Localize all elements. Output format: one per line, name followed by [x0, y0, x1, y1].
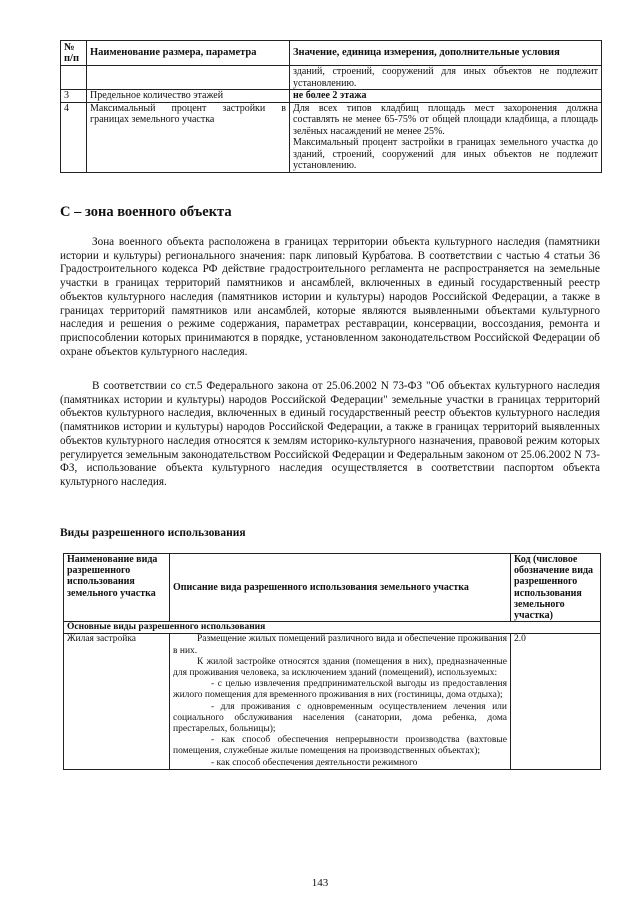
section-title: С – зона военного объекта	[60, 204, 232, 220]
row-value	[290, 102, 602, 172]
column-header-description: Описание вида разрешенного использования земельного участка	[170, 554, 511, 622]
column-header-use-name: Наименование вида разрешенного использования земельного участка	[64, 554, 170, 622]
column-header-code: Код (числовое обозначение вида разрешенного использования земельного участка)	[511, 554, 601, 622]
row-number	[61, 66, 87, 90]
column-header-value: Значение, единица измерения, дополнительные условия	[290, 41, 602, 66]
description-line: - с целью извлечения предпринимательской выгоды из предоставления жилого помещения для временного проживания в них (гостиницы, дома отдыха);	[173, 679, 507, 701]
table-row	[64, 634, 601, 769]
table-header-row	[61, 41, 602, 66]
table-row	[61, 102, 602, 172]
column-header-parameter: Наименование размера, параметра	[87, 41, 290, 66]
page-number: 143	[311, 877, 329, 889]
parameters-table	[60, 40, 602, 173]
column-header-number: № п/п	[61, 41, 87, 66]
row-number: 4	[61, 102, 87, 172]
description-line: - для проживания с одновременным осуществлением лечения или социального обслуживания населения (санатории, дома ребенка, дома престарелых, больницы);	[173, 701, 507, 735]
row-value-part-1: Для всех типов кладбищ площадь мест захоронения должна составлять не менее 65-75% от общей площади кладбища, а площадь зелёных насаждений не менее 25%.	[293, 102, 598, 137]
table-row	[61, 90, 602, 103]
row-number: 3	[61, 90, 87, 103]
row-parameter: Предельное количество этажей	[87, 90, 290, 103]
description-line: - как способ обеспечения деятельности режимного	[211, 757, 418, 768]
subheading-permitted-uses: Виды разрешенного использования	[60, 527, 246, 539]
row-parameter	[87, 66, 290, 90]
description-line: К жилой застройке относятся здания (помещения в них), предназначенные для проживания человека, за исключением зданий (помещений), используемых:	[173, 656, 507, 679]
table-header-row	[64, 554, 601, 622]
description-line: Размещение жилых помещений различного вида и обеспечение проживания в них.	[173, 634, 507, 656]
permitted-uses-table	[63, 553, 601, 770]
row-value: зданий, строений, сооружений для иных объектов не подлежит установлению.	[290, 66, 602, 90]
row-parameter: Максимальный процент застройки в границах земельного участка	[87, 102, 290, 172]
group-row	[64, 622, 601, 634]
use-description	[170, 634, 511, 769]
row-value-part-2: Максимальный процент застройки в границах земельного участка до зданий, строений, сооружений для иных объектов не подлежит установлению.	[293, 137, 598, 171]
table-row	[61, 66, 602, 90]
paragraph-zone-description: Зона военного объекта расположена в границах территории объекта культурного наследия (памятники истории и культуры) регионального значения: парк липовый Курбатова. В соответствии с частью 4 статьи 36 Градостроительного кодекса РФ действие градостроительного регламента не распространяется на земельные участки в границах территорий памятников и ансамблей, включенных в единый государственный реестр объектов культурного наследия (памятников истории и культуры) народов Российской Федерации, а также в границах территорий памятников или ансамблей, которые являются выявленными объектами культурного наследия и решения о режиме содержания, параметрах реставрации, консервации, воссоздания, ремонта и приспособлении которых принимаются в порядке, установленном законодательством Российской Федерации об охране объектов культурного наследия.	[60, 236, 600, 358]
group-row-label: Основные виды разрешенного использования	[64, 622, 601, 634]
row-value: не более 2 этажа	[290, 90, 602, 103]
description-line: - как способ обеспечения непрерывности производства (вахтовые помещения, служебные жилые помещения на производственных объектах);	[173, 735, 507, 757]
use-code: 2.0	[511, 634, 601, 769]
use-name: Жилая застройка	[64, 634, 170, 769]
paragraph-legal-basis: В соответствии со ст.5 Федерального закона от 25.06.2002 N 73-ФЗ "Об объектах культурного наследия (памятниках истории и культуры) народов Российской Федерации" земельные участки в границах территорий объектов культурного наследия, включенных в единый государственный реестр объектов культурного наследия (памятников истории и культуры) народов Российской Федерации, а также в границах территорий выявленных объектов культурного наследия относятся к землям историко-культурного назначения, правовой режим которых регулируется земельным законодательством Российской Федерации и Федеральным законом от 25.06.2002 N 73-ФЗ, использование объекта культурного наследия осуществляется в соответствии паспортом объекта культурного наследия.	[60, 380, 600, 488]
